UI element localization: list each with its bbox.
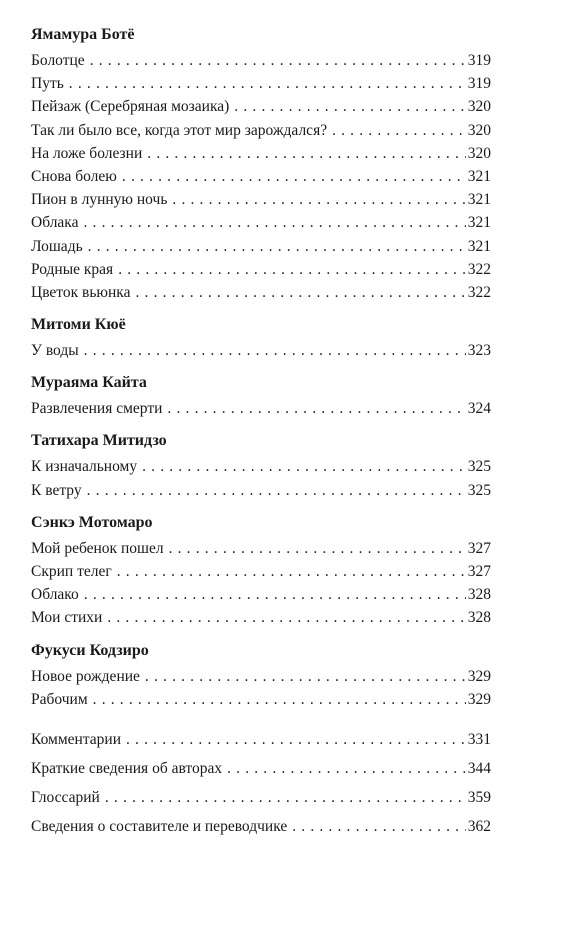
entry-title: Комментарии: [31, 730, 121, 748]
author-name: Татихара Митидзо: [31, 432, 167, 450]
dot-leader: [117, 560, 466, 583]
toc-entry: [31, 606, 491, 629]
page-number: 325: [467, 458, 491, 476]
author-section: [31, 511, 491, 630]
toc-entry: [31, 688, 491, 711]
dot-leader: [90, 49, 466, 72]
entry-title: Скрип телег: [31, 563, 112, 580]
toc-entry: [31, 165, 491, 188]
dot-leader: [126, 725, 466, 754]
entry-title: Мои стихи: [31, 609, 103, 627]
page-number: 344: [467, 759, 491, 777]
entry-title: Мой ребенок пошел: [31, 539, 164, 557]
page-number: 329: [467, 690, 491, 708]
toc-entry: [31, 339, 491, 362]
entry-title: Облако: [31, 586, 79, 604]
entry-title: Сведения о составителе и переводчике: [31, 817, 288, 835]
dot-leader: [84, 339, 466, 362]
toc-entry: [31, 754, 491, 783]
dot-leader: [172, 188, 465, 211]
page-number: 322: [467, 260, 491, 278]
entry-title: Родные края: [31, 260, 114, 278]
entry-title: Лошадь: [31, 237, 83, 255]
page-number: 320: [467, 144, 491, 162]
dot-leader: [169, 537, 466, 560]
entry-title: Рабочим: [31, 690, 88, 708]
dot-leader: [142, 455, 466, 478]
toc-entry: [31, 455, 491, 478]
toc-entry: [31, 188, 491, 211]
toc-entry: [31, 119, 491, 142]
entry-title: На ложе болезни: [31, 144, 143, 162]
dot-leader: [107, 606, 465, 629]
dot-leader: [105, 783, 466, 812]
author-name: Ямамура Ботё: [31, 26, 135, 43]
dot-leader: [147, 142, 465, 165]
entry-title: К изначальному: [31, 458, 138, 476]
entry-title: У воды: [31, 342, 79, 360]
entry-title: Болотце: [31, 52, 85, 69]
entry-title: К ветру: [31, 481, 82, 499]
toc-entry: [31, 95, 491, 118]
dot-leader: [83, 211, 465, 234]
dot-leader: [227, 754, 466, 783]
author-name: Митоми Кюё: [31, 316, 126, 334]
entry-title: Пейзаж (Серебряная мозаика): [31, 98, 230, 116]
entry-title: Краткие сведения об авторах: [31, 759, 223, 777]
dot-leader: [145, 665, 466, 688]
toc-sections: [31, 23, 491, 711]
author-section: [31, 371, 491, 420]
dot-leader: [122, 165, 466, 188]
page-number: 322: [467, 283, 491, 301]
entry-title: Цветок вьюнка: [31, 283, 131, 301]
page-number: 319: [467, 75, 491, 93]
toc-entry: [31, 258, 491, 281]
dot-leader: [69, 72, 466, 95]
entry-title: Развлечения смерти: [31, 400, 163, 418]
page-number: 327: [467, 563, 491, 580]
page-number: 323: [467, 342, 491, 360]
toc-entry: [31, 583, 491, 606]
page-number: 324: [467, 400, 491, 418]
page-number: 328: [467, 609, 491, 627]
dot-leader: [292, 812, 466, 841]
toc-entry: [31, 665, 491, 688]
author-name: Фукуси Кодзиро: [31, 641, 149, 659]
page-number: 362: [467, 817, 491, 835]
dot-leader: [87, 479, 466, 502]
table-of-contents: [31, 23, 491, 841]
page-number: 321: [467, 237, 491, 255]
author-section: [31, 313, 491, 362]
toc-entry: [31, 211, 491, 234]
page-number: 325: [467, 481, 491, 499]
toc-entry: [31, 479, 491, 502]
dot-leader: [167, 397, 465, 420]
toc-entry: [31, 725, 491, 754]
entry-title: Новое рождение: [31, 667, 140, 685]
toc-entry: [31, 281, 491, 304]
page-number: 321: [467, 191, 491, 209]
entry-title: Так ли было все, когда этот мир зарождался?: [31, 121, 328, 139]
toc-entry: [31, 812, 491, 841]
toc-entry: [31, 142, 491, 165]
dot-leader: [234, 95, 465, 118]
page-number: 320: [467, 121, 491, 139]
dot-leader: [93, 688, 466, 711]
author-section: [31, 23, 491, 304]
author-name: Мураяма Кайта: [31, 374, 147, 392]
toc-entry: [31, 72, 491, 95]
entry-title: Облака: [31, 214, 79, 232]
dot-leader: [135, 281, 465, 304]
entry-title: Глоссарий: [31, 788, 100, 806]
toc-entry: [31, 560, 491, 583]
entry-title: Снова болею: [31, 167, 117, 185]
page-number: 319: [467, 52, 491, 69]
page-number: 327: [467, 539, 491, 557]
toc-entry: [31, 537, 491, 560]
page-number: 321: [467, 214, 491, 232]
dot-leader: [332, 119, 466, 142]
author-name: Сэнкэ Мотомаро: [31, 513, 153, 531]
dot-leader: [88, 235, 466, 258]
page-number: 331: [467, 730, 491, 748]
toc-entry: [31, 235, 491, 258]
page-number: 359: [467, 788, 491, 806]
author-section: [31, 639, 491, 711]
page-number: 329: [467, 667, 491, 685]
page-number: 328: [467, 586, 491, 604]
toc-entry: [31, 397, 491, 420]
page-number: 320: [467, 98, 491, 116]
entry-title: Путь: [31, 75, 64, 93]
author-section: [31, 429, 491, 501]
back-matter: [31, 725, 491, 841]
entry-title: Пион в лунную ночь: [31, 191, 168, 209]
toc-entry: [31, 49, 491, 72]
page-number: 321: [467, 167, 491, 185]
dot-leader: [84, 583, 466, 606]
toc-entry: [31, 783, 491, 812]
dot-leader: [118, 258, 466, 281]
